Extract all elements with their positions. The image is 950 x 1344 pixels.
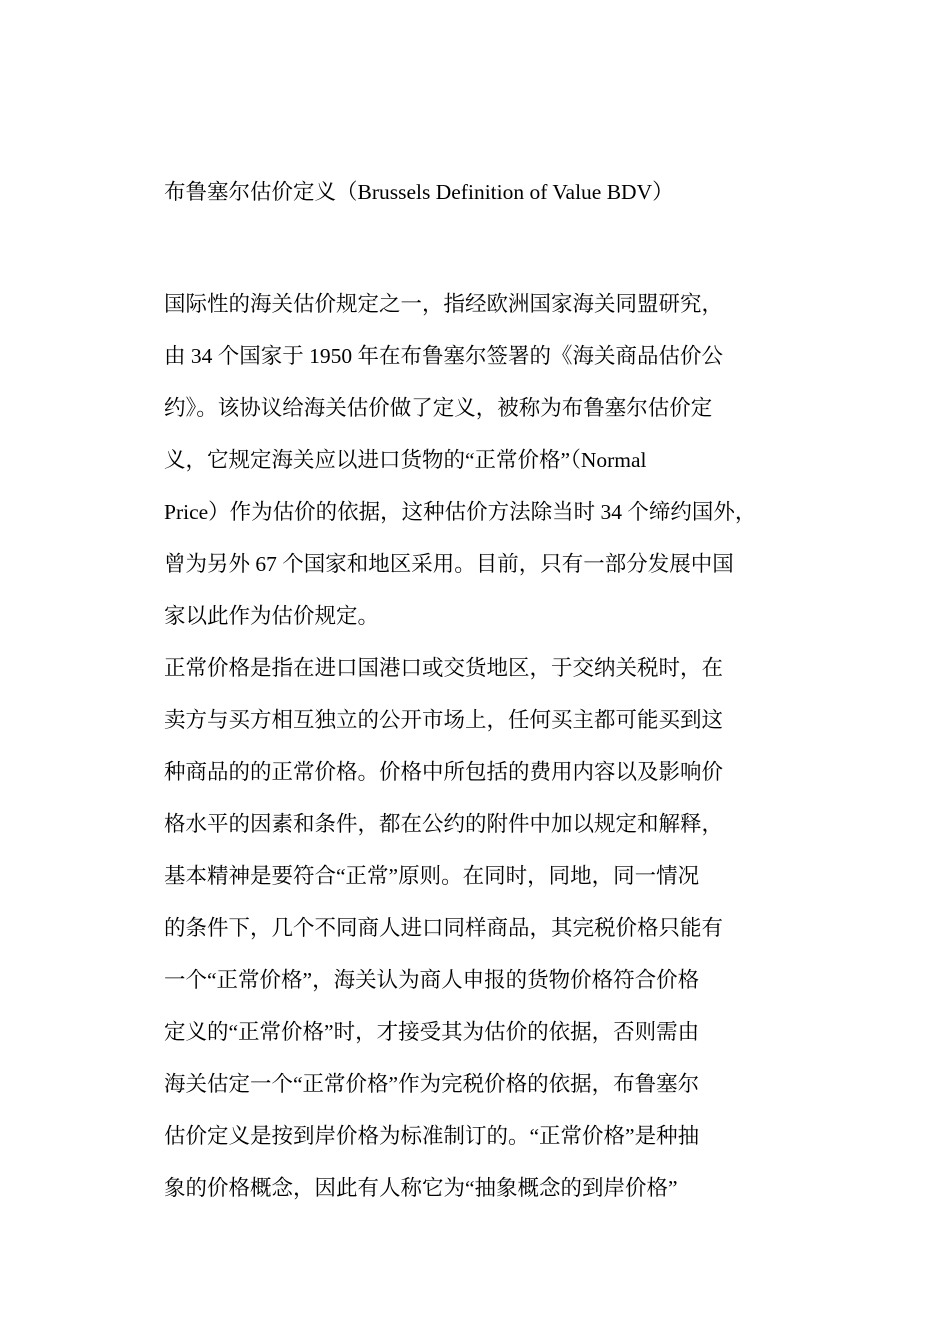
paragraph-2-line: 海关估定一个“正常价格”作为完税价格的依据，布鲁塞尔 bbox=[164, 1072, 700, 1096]
paragraph-1-line: Price）作为估价的依据，这种估价方法除当时 34 个缔约国外， bbox=[164, 500, 757, 524]
paragraph-2-line: 象的价格概念，因此有人称它为“抽象概念的到岸价格” bbox=[164, 1176, 678, 1200]
paragraph-2-line: 估价定义是按到岸价格为标准制订的。“正常价格”是种抽 bbox=[164, 1124, 700, 1148]
paragraph-2-line: 正常价格是指在进口国港口或交货地区，于交纳关税时，在 bbox=[164, 656, 724, 680]
paragraph-2-line: 卖方与买方相互独立的公开市场上，任何买主都可能买到这 bbox=[164, 708, 724, 732]
paragraph-2-line: 基本精神是要符合“正常”原则。在同时，同地，同一情况 bbox=[164, 864, 700, 888]
paragraph-2-line: 格水平的因素和条件，都在公约的附件中加以规定和解释， bbox=[164, 812, 724, 836]
paragraph-1-line: 由 34 个国家于 1950 年在布鲁塞尔签署的《海关商品估价公 bbox=[164, 344, 724, 368]
document-body bbox=[164, 278, 804, 1214]
paragraph-2-line: 一个“正常价格”，海关认为商人申报的货物价格符合价格 bbox=[164, 968, 700, 992]
paragraph-1-line: 国际性的海关估价规定之一，指经欧洲国家海关同盟研究， bbox=[164, 292, 724, 316]
paragraph-1-line: 曾为另外 67 个国家和地区采用。目前，只有一部分发展中国 bbox=[164, 552, 734, 576]
paragraph-1-line: 约》。该协议给海关估价做了定义，被称为布鲁塞尔估价定 bbox=[164, 396, 713, 420]
paragraph-1-line: 家以此作为估价规定。 bbox=[164, 604, 380, 628]
paragraph-2-line: 种商品的的正常价格。价格中所包括的费用内容以及影响价 bbox=[164, 760, 724, 784]
paragraph-2-line: 定义的“正常价格”时，才接受其为估价的依据，否则需由 bbox=[164, 1020, 700, 1044]
document-title: 布鲁塞尔估价定义（Brussels Definition of Value BDV） bbox=[164, 180, 674, 204]
paragraph-2-line: 的条件下，几个不同商人进口同样商品，其完税价格只能有 bbox=[164, 916, 724, 940]
paragraph-1-line: 义，它规定海关应以进口货物的“正常价格”（Normal bbox=[164, 448, 647, 472]
